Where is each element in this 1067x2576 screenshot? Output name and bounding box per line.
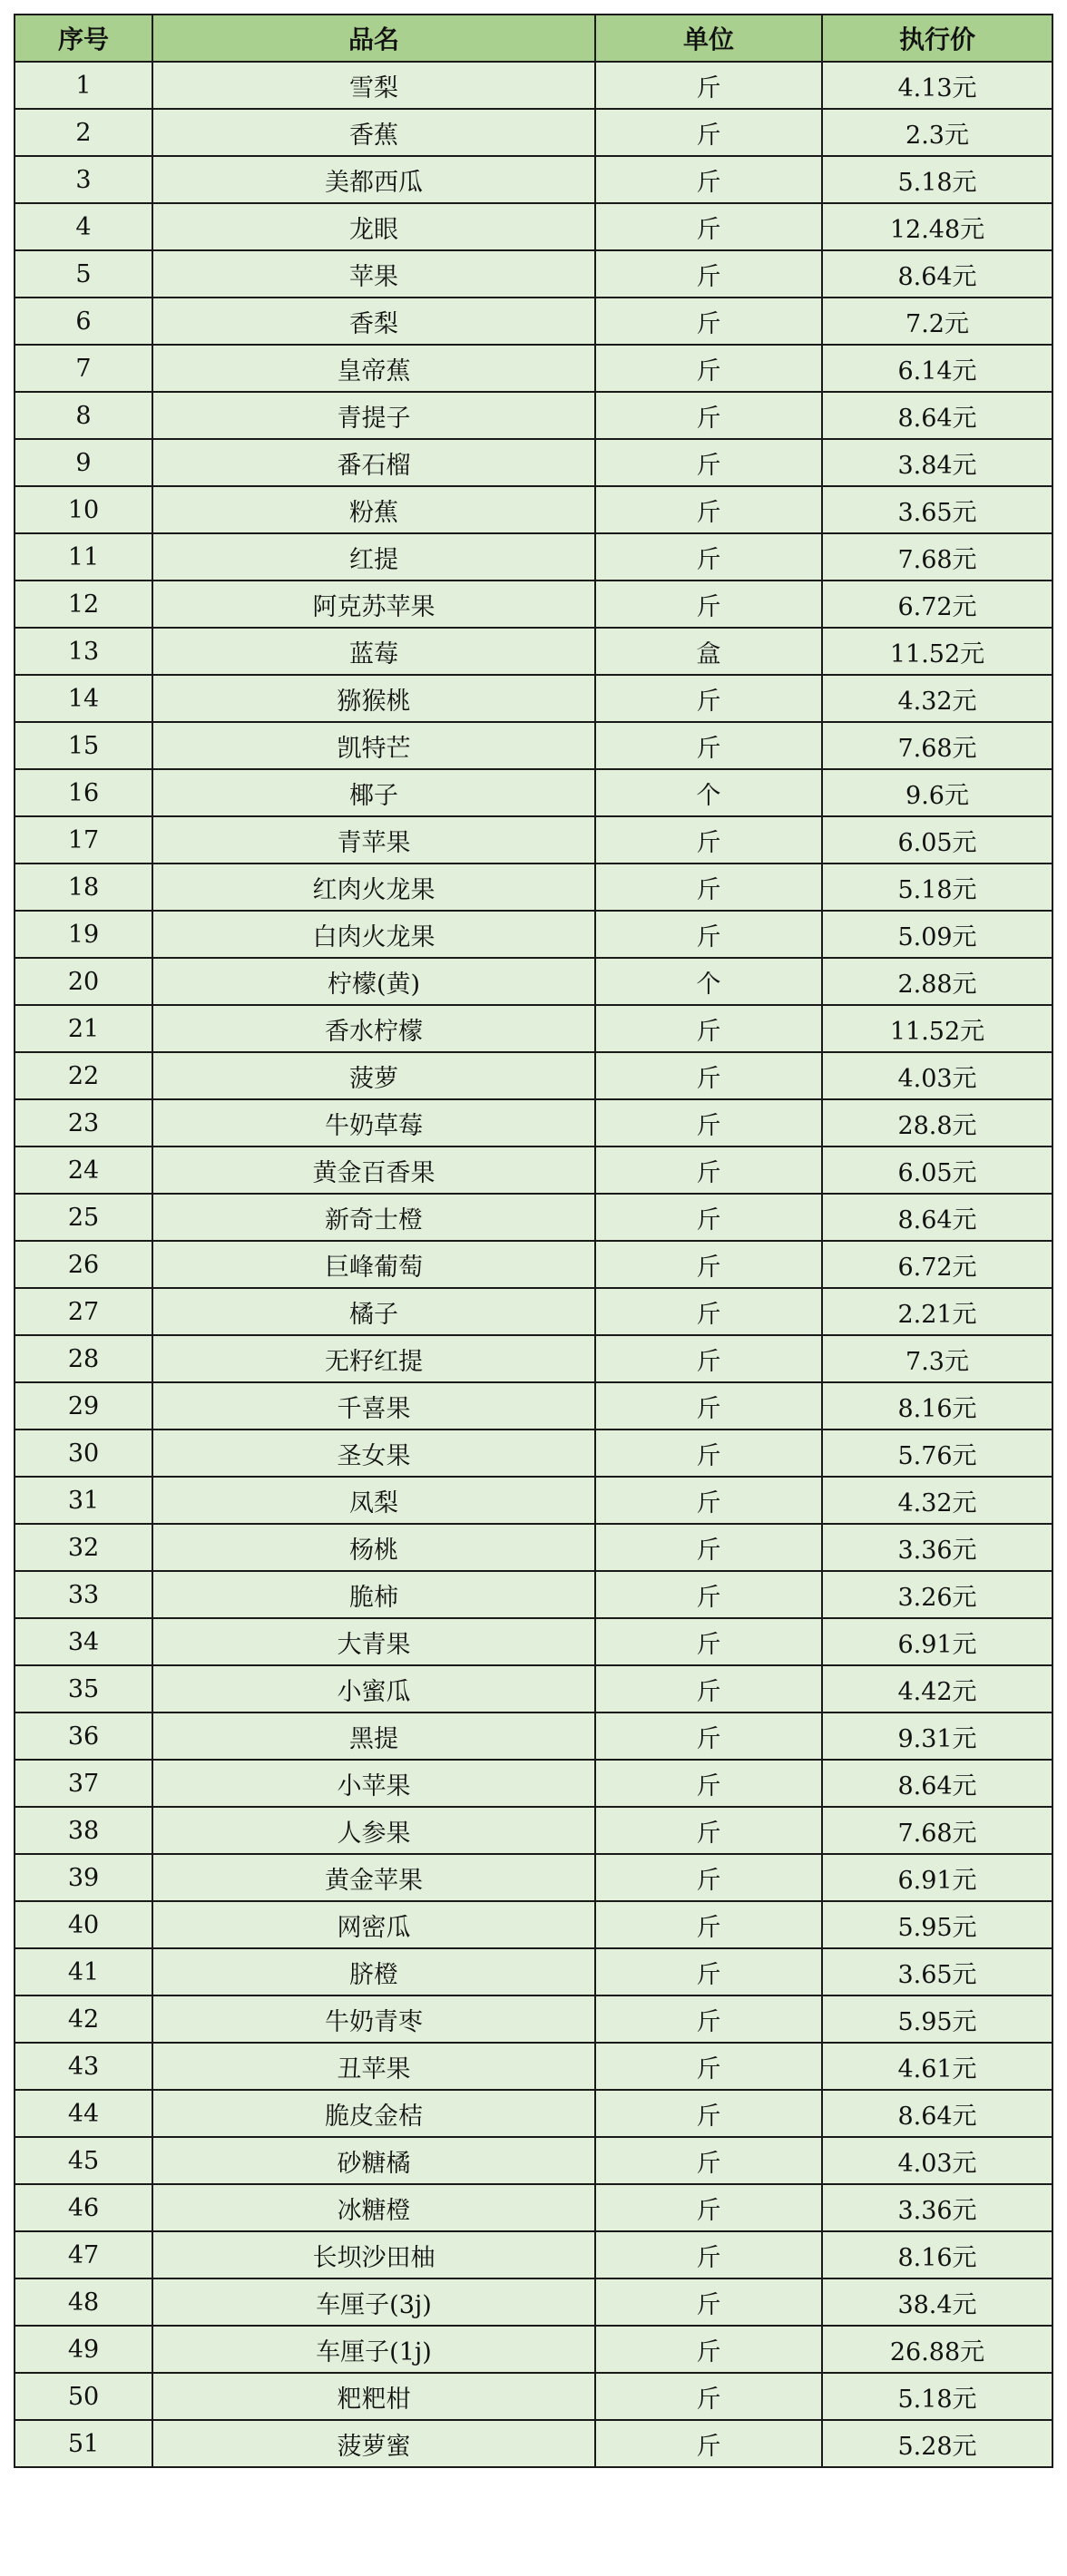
cell-index: 51	[15, 2420, 152, 2467]
cell-name: 圣女果	[152, 1429, 595, 1477]
cell-name: 丑苹果	[152, 2043, 595, 2090]
cell-unit: 斤	[595, 2231, 822, 2278]
cell-index: 8	[15, 392, 152, 439]
cell-price: 2.21元	[822, 1288, 1052, 1335]
cell-unit: 盒	[595, 628, 822, 675]
table-row	[15, 1665, 1052, 1712]
cell-price: 6.05元	[822, 816, 1052, 864]
table-row	[15, 1477, 1052, 1524]
cell-unit: 斤	[595, 1335, 822, 1382]
table-row	[15, 1099, 1052, 1147]
cell-unit: 斤	[595, 911, 822, 958]
cell-price: 6.91元	[822, 1854, 1052, 1901]
table-row	[15, 1948, 1052, 1995]
cell-price: 7.3元	[822, 1335, 1052, 1382]
cell-unit: 斤	[595, 722, 822, 769]
cell-name: 红提	[152, 533, 595, 581]
cell-unit: 斤	[595, 345, 822, 392]
table-row	[15, 628, 1052, 675]
cell-unit: 斤	[595, 2184, 822, 2231]
cell-price: 26.88元	[822, 2326, 1052, 2373]
cell-name: 小苹果	[152, 1760, 595, 1807]
cell-price: 8.16元	[822, 2231, 1052, 2278]
cell-index: 24	[15, 1147, 152, 1194]
cell-name: 美都西瓜	[152, 156, 595, 203]
cell-unit: 斤	[595, 2043, 822, 2090]
cell-name: 雪梨	[152, 62, 595, 109]
cell-price: 8.64元	[822, 1760, 1052, 1807]
cell-unit: 斤	[595, 298, 822, 345]
cell-index: 13	[15, 628, 152, 675]
cell-price: 4.13元	[822, 62, 1052, 109]
cell-price: 8.64元	[822, 392, 1052, 439]
table-row	[15, 2184, 1052, 2231]
table-row	[15, 1807, 1052, 1854]
cell-unit: 斤	[595, 1618, 822, 1665]
table-row	[15, 1382, 1052, 1429]
cell-index: 22	[15, 1052, 152, 1099]
table-header	[15, 15, 1052, 62]
cell-name: 香蕉	[152, 109, 595, 156]
cell-index: 33	[15, 1571, 152, 1618]
price-table	[14, 14, 1053, 2468]
cell-price: 9.31元	[822, 1712, 1052, 1760]
cell-name: 牛奶草莓	[152, 1099, 595, 1147]
cell-unit: 斤	[595, 109, 822, 156]
cell-unit: 斤	[595, 1477, 822, 1524]
table-row	[15, 769, 1052, 816]
cell-price: 7.68元	[822, 1807, 1052, 1854]
table-row	[15, 2043, 1052, 2090]
table-row	[15, 1335, 1052, 1382]
cell-index: 37	[15, 1760, 152, 1807]
cell-price: 4.32元	[822, 1477, 1052, 1524]
cell-unit: 斤	[595, 816, 822, 864]
cell-index: 26	[15, 1241, 152, 1288]
cell-name: 白肉火龙果	[152, 911, 595, 958]
cell-price: 38.4元	[822, 2278, 1052, 2326]
table-row	[15, 203, 1052, 250]
cell-unit: 个	[595, 958, 822, 1005]
table-row	[15, 2090, 1052, 2137]
cell-index: 42	[15, 1995, 152, 2043]
table-row	[15, 1241, 1052, 1288]
cell-name: 粑粑柑	[152, 2373, 595, 2420]
cell-price: 11.52元	[822, 628, 1052, 675]
cell-name: 柠檬(黄)	[152, 958, 595, 1005]
cell-price: 8.16元	[822, 1382, 1052, 1429]
cell-price: 4.03元	[822, 2137, 1052, 2184]
cell-unit: 斤	[595, 1760, 822, 1807]
cell-index: 7	[15, 345, 152, 392]
header-cell-price: 执行价	[822, 15, 1052, 62]
cell-index: 19	[15, 911, 152, 958]
table-row	[15, 2231, 1052, 2278]
cell-unit: 斤	[595, 1382, 822, 1429]
cell-price: 7.68元	[822, 722, 1052, 769]
cell-index: 20	[15, 958, 152, 1005]
table-row	[15, 816, 1052, 864]
cell-price: 7.2元	[822, 298, 1052, 345]
cell-index: 31	[15, 1477, 152, 1524]
table-row	[15, 2420, 1052, 2467]
cell-price: 6.05元	[822, 1147, 1052, 1194]
cell-name: 青提子	[152, 392, 595, 439]
cell-name: 苹果	[152, 250, 595, 298]
table-row	[15, 2373, 1052, 2420]
cell-name: 椰子	[152, 769, 595, 816]
cell-index: 34	[15, 1618, 152, 1665]
table-row	[15, 722, 1052, 769]
cell-unit: 斤	[595, 1005, 822, 1052]
cell-index: 6	[15, 298, 152, 345]
cell-name: 粉蕉	[152, 486, 595, 533]
cell-price: 3.26元	[822, 1571, 1052, 1618]
cell-name: 新奇士橙	[152, 1194, 595, 1241]
table-row	[15, 864, 1052, 911]
table-row	[15, 156, 1052, 203]
cell-name: 网密瓜	[152, 1901, 595, 1948]
cell-unit: 斤	[595, 1901, 822, 1948]
cell-index: 32	[15, 1524, 152, 1571]
cell-index: 5	[15, 250, 152, 298]
cell-name: 黑提	[152, 1712, 595, 1760]
cell-unit: 斤	[595, 533, 822, 581]
cell-unit: 斤	[595, 1194, 822, 1241]
cell-name: 龙眼	[152, 203, 595, 250]
cell-name: 长坝沙田柚	[152, 2231, 595, 2278]
cell-index: 46	[15, 2184, 152, 2231]
cell-unit: 个	[595, 769, 822, 816]
table-row	[15, 486, 1052, 533]
cell-name: 黄金百香果	[152, 1147, 595, 1194]
cell-index: 12	[15, 581, 152, 628]
cell-index: 47	[15, 2231, 152, 2278]
table-row	[15, 1854, 1052, 1901]
cell-unit: 斤	[595, 1571, 822, 1618]
cell-name: 青苹果	[152, 816, 595, 864]
cell-name: 香梨	[152, 298, 595, 345]
table-row	[15, 1760, 1052, 1807]
table-row	[15, 2326, 1052, 2373]
table-row	[15, 109, 1052, 156]
table-row	[15, 1052, 1052, 1099]
cell-unit: 斤	[595, 864, 822, 911]
cell-index: 38	[15, 1807, 152, 1854]
cell-name: 黄金苹果	[152, 1854, 595, 1901]
cell-name: 千喜果	[152, 1382, 595, 1429]
header-cell-index: 序号	[15, 15, 152, 62]
cell-index: 40	[15, 1901, 152, 1948]
cell-name: 脐橙	[152, 1948, 595, 1995]
cell-index: 44	[15, 2090, 152, 2137]
cell-price: 5.18元	[822, 156, 1052, 203]
table-row	[15, 1995, 1052, 2043]
table-row	[15, 1429, 1052, 1477]
cell-name: 砂糖橘	[152, 2137, 595, 2184]
cell-price: 2.3元	[822, 109, 1052, 156]
table-row	[15, 1194, 1052, 1241]
table-row	[15, 298, 1052, 345]
cell-unit: 斤	[595, 581, 822, 628]
cell-index: 35	[15, 1665, 152, 1712]
cell-index: 18	[15, 864, 152, 911]
table-row	[15, 2278, 1052, 2326]
cell-price: 7.68元	[822, 533, 1052, 581]
cell-unit: 斤	[595, 2326, 822, 2373]
cell-name: 人参果	[152, 1807, 595, 1854]
cell-price: 5.18元	[822, 864, 1052, 911]
cell-index: 39	[15, 1854, 152, 1901]
cell-index: 16	[15, 769, 152, 816]
table-row	[15, 2137, 1052, 2184]
cell-price: 2.88元	[822, 958, 1052, 1005]
table-row	[15, 533, 1052, 581]
cell-name: 车厘子(1j)	[152, 2326, 595, 2373]
table-row	[15, 911, 1052, 958]
cell-index: 49	[15, 2326, 152, 2373]
cell-price: 4.61元	[822, 2043, 1052, 2090]
cell-name: 香水柠檬	[152, 1005, 595, 1052]
cell-index: 27	[15, 1288, 152, 1335]
cell-price: 6.72元	[822, 1241, 1052, 1288]
cell-index: 10	[15, 486, 152, 533]
cell-unit: 斤	[595, 1712, 822, 1760]
cell-name: 阿克苏苹果	[152, 581, 595, 628]
cell-price: 6.91元	[822, 1618, 1052, 1665]
cell-unit: 斤	[595, 1948, 822, 1995]
cell-unit: 斤	[595, 1665, 822, 1712]
cell-index: 29	[15, 1382, 152, 1429]
cell-index: 28	[15, 1335, 152, 1382]
cell-unit: 斤	[595, 486, 822, 533]
table-row	[15, 1571, 1052, 1618]
cell-price: 5.18元	[822, 2373, 1052, 2420]
cell-index: 15	[15, 722, 152, 769]
table-row	[15, 958, 1052, 1005]
cell-index: 50	[15, 2373, 152, 2420]
cell-name: 无籽红提	[152, 1335, 595, 1382]
cell-index: 11	[15, 533, 152, 581]
header-cell-name: 品名	[152, 15, 595, 62]
cell-name: 凤梨	[152, 1477, 595, 1524]
cell-name: 皇帝蕉	[152, 345, 595, 392]
cell-price: 11.52元	[822, 1005, 1052, 1052]
cell-price: 4.42元	[822, 1665, 1052, 1712]
cell-name: 脆皮金桔	[152, 2090, 595, 2137]
cell-unit: 斤	[595, 1241, 822, 1288]
cell-price: 9.6元	[822, 769, 1052, 816]
cell-price: 5.09元	[822, 911, 1052, 958]
cell-price: 6.72元	[822, 581, 1052, 628]
cell-price: 3.65元	[822, 1948, 1052, 1995]
cell-price: 4.03元	[822, 1052, 1052, 1099]
cell-unit: 斤	[595, 1995, 822, 2043]
cell-unit: 斤	[595, 675, 822, 722]
cell-unit: 斤	[595, 2090, 822, 2137]
header-row	[15, 15, 1052, 62]
cell-name: 牛奶青枣	[152, 1995, 595, 2043]
cell-unit: 斤	[595, 2137, 822, 2184]
cell-index: 2	[15, 109, 152, 156]
table-row	[15, 439, 1052, 486]
cell-price: 5.28元	[822, 2420, 1052, 2467]
cell-price: 3.36元	[822, 2184, 1052, 2231]
table-row	[15, 675, 1052, 722]
cell-index: 41	[15, 1948, 152, 1995]
cell-unit: 斤	[595, 62, 822, 109]
cell-name: 冰糖橙	[152, 2184, 595, 2231]
cell-index: 9	[15, 439, 152, 486]
cell-price: 4.32元	[822, 675, 1052, 722]
table-row	[15, 1524, 1052, 1571]
cell-index: 36	[15, 1712, 152, 1760]
cell-unit: 斤	[595, 1147, 822, 1194]
cell-index: 23	[15, 1099, 152, 1147]
table-row	[15, 1147, 1052, 1194]
table-row	[15, 581, 1052, 628]
cell-unit: 斤	[595, 1807, 822, 1854]
table-row	[15, 345, 1052, 392]
cell-index: 14	[15, 675, 152, 722]
cell-unit: 斤	[595, 156, 822, 203]
cell-unit: 斤	[595, 250, 822, 298]
cell-unit: 斤	[595, 1854, 822, 1901]
cell-name: 小蜜瓜	[152, 1665, 595, 1712]
cell-unit: 斤	[595, 1099, 822, 1147]
cell-index: 48	[15, 2278, 152, 2326]
cell-index: 4	[15, 203, 152, 250]
cell-price: 5.76元	[822, 1429, 1052, 1477]
cell-name: 橘子	[152, 1288, 595, 1335]
table-row	[15, 250, 1052, 298]
table-row	[15, 62, 1052, 109]
cell-price: 3.36元	[822, 1524, 1052, 1571]
cell-unit: 斤	[595, 1524, 822, 1571]
cell-name: 大青果	[152, 1618, 595, 1665]
cell-unit: 斤	[595, 2278, 822, 2326]
cell-price: 3.65元	[822, 486, 1052, 533]
cell-name: 脆柿	[152, 1571, 595, 1618]
cell-index: 17	[15, 816, 152, 864]
cell-index: 25	[15, 1194, 152, 1241]
table-row	[15, 1901, 1052, 1948]
cell-index: 45	[15, 2137, 152, 2184]
cell-unit: 斤	[595, 1052, 822, 1099]
cell-name: 番石榴	[152, 439, 595, 486]
cell-price: 6.14元	[822, 345, 1052, 392]
table-row	[15, 1288, 1052, 1335]
header-cell-unit: 单位	[595, 15, 822, 62]
cell-unit: 斤	[595, 2373, 822, 2420]
cell-unit: 斤	[595, 1288, 822, 1335]
cell-name: 红肉火龙果	[152, 864, 595, 911]
cell-price: 12.48元	[822, 203, 1052, 250]
cell-index: 3	[15, 156, 152, 203]
cell-price: 28.8元	[822, 1099, 1052, 1147]
cell-name: 巨峰葡萄	[152, 1241, 595, 1288]
cell-price: 5.95元	[822, 1995, 1052, 2043]
cell-index: 1	[15, 62, 152, 109]
cell-unit: 斤	[595, 392, 822, 439]
table-body	[15, 62, 1052, 2467]
cell-price: 5.95元	[822, 1901, 1052, 1948]
cell-name: 凯特芒	[152, 722, 595, 769]
table-row	[15, 1712, 1052, 1760]
table-row	[15, 1618, 1052, 1665]
cell-unit: 斤	[595, 439, 822, 486]
cell-index: 30	[15, 1429, 152, 1477]
cell-unit: 斤	[595, 2420, 822, 2467]
cell-price: 8.64元	[822, 1194, 1052, 1241]
cell-name: 蓝莓	[152, 628, 595, 675]
cell-price: 8.64元	[822, 250, 1052, 298]
cell-price: 3.84元	[822, 439, 1052, 486]
cell-unit: 斤	[595, 203, 822, 250]
cell-price: 8.64元	[822, 2090, 1052, 2137]
cell-name: 杨桃	[152, 1524, 595, 1571]
table-row	[15, 1005, 1052, 1052]
cell-index: 43	[15, 2043, 152, 2090]
cell-index: 21	[15, 1005, 152, 1052]
cell-unit: 斤	[595, 1429, 822, 1477]
cell-name: 车厘子(3j)	[152, 2278, 595, 2326]
cell-name: 猕猴桃	[152, 675, 595, 722]
cell-name: 菠萝蜜	[152, 2420, 595, 2467]
table-row	[15, 392, 1052, 439]
cell-name: 菠萝	[152, 1052, 595, 1099]
